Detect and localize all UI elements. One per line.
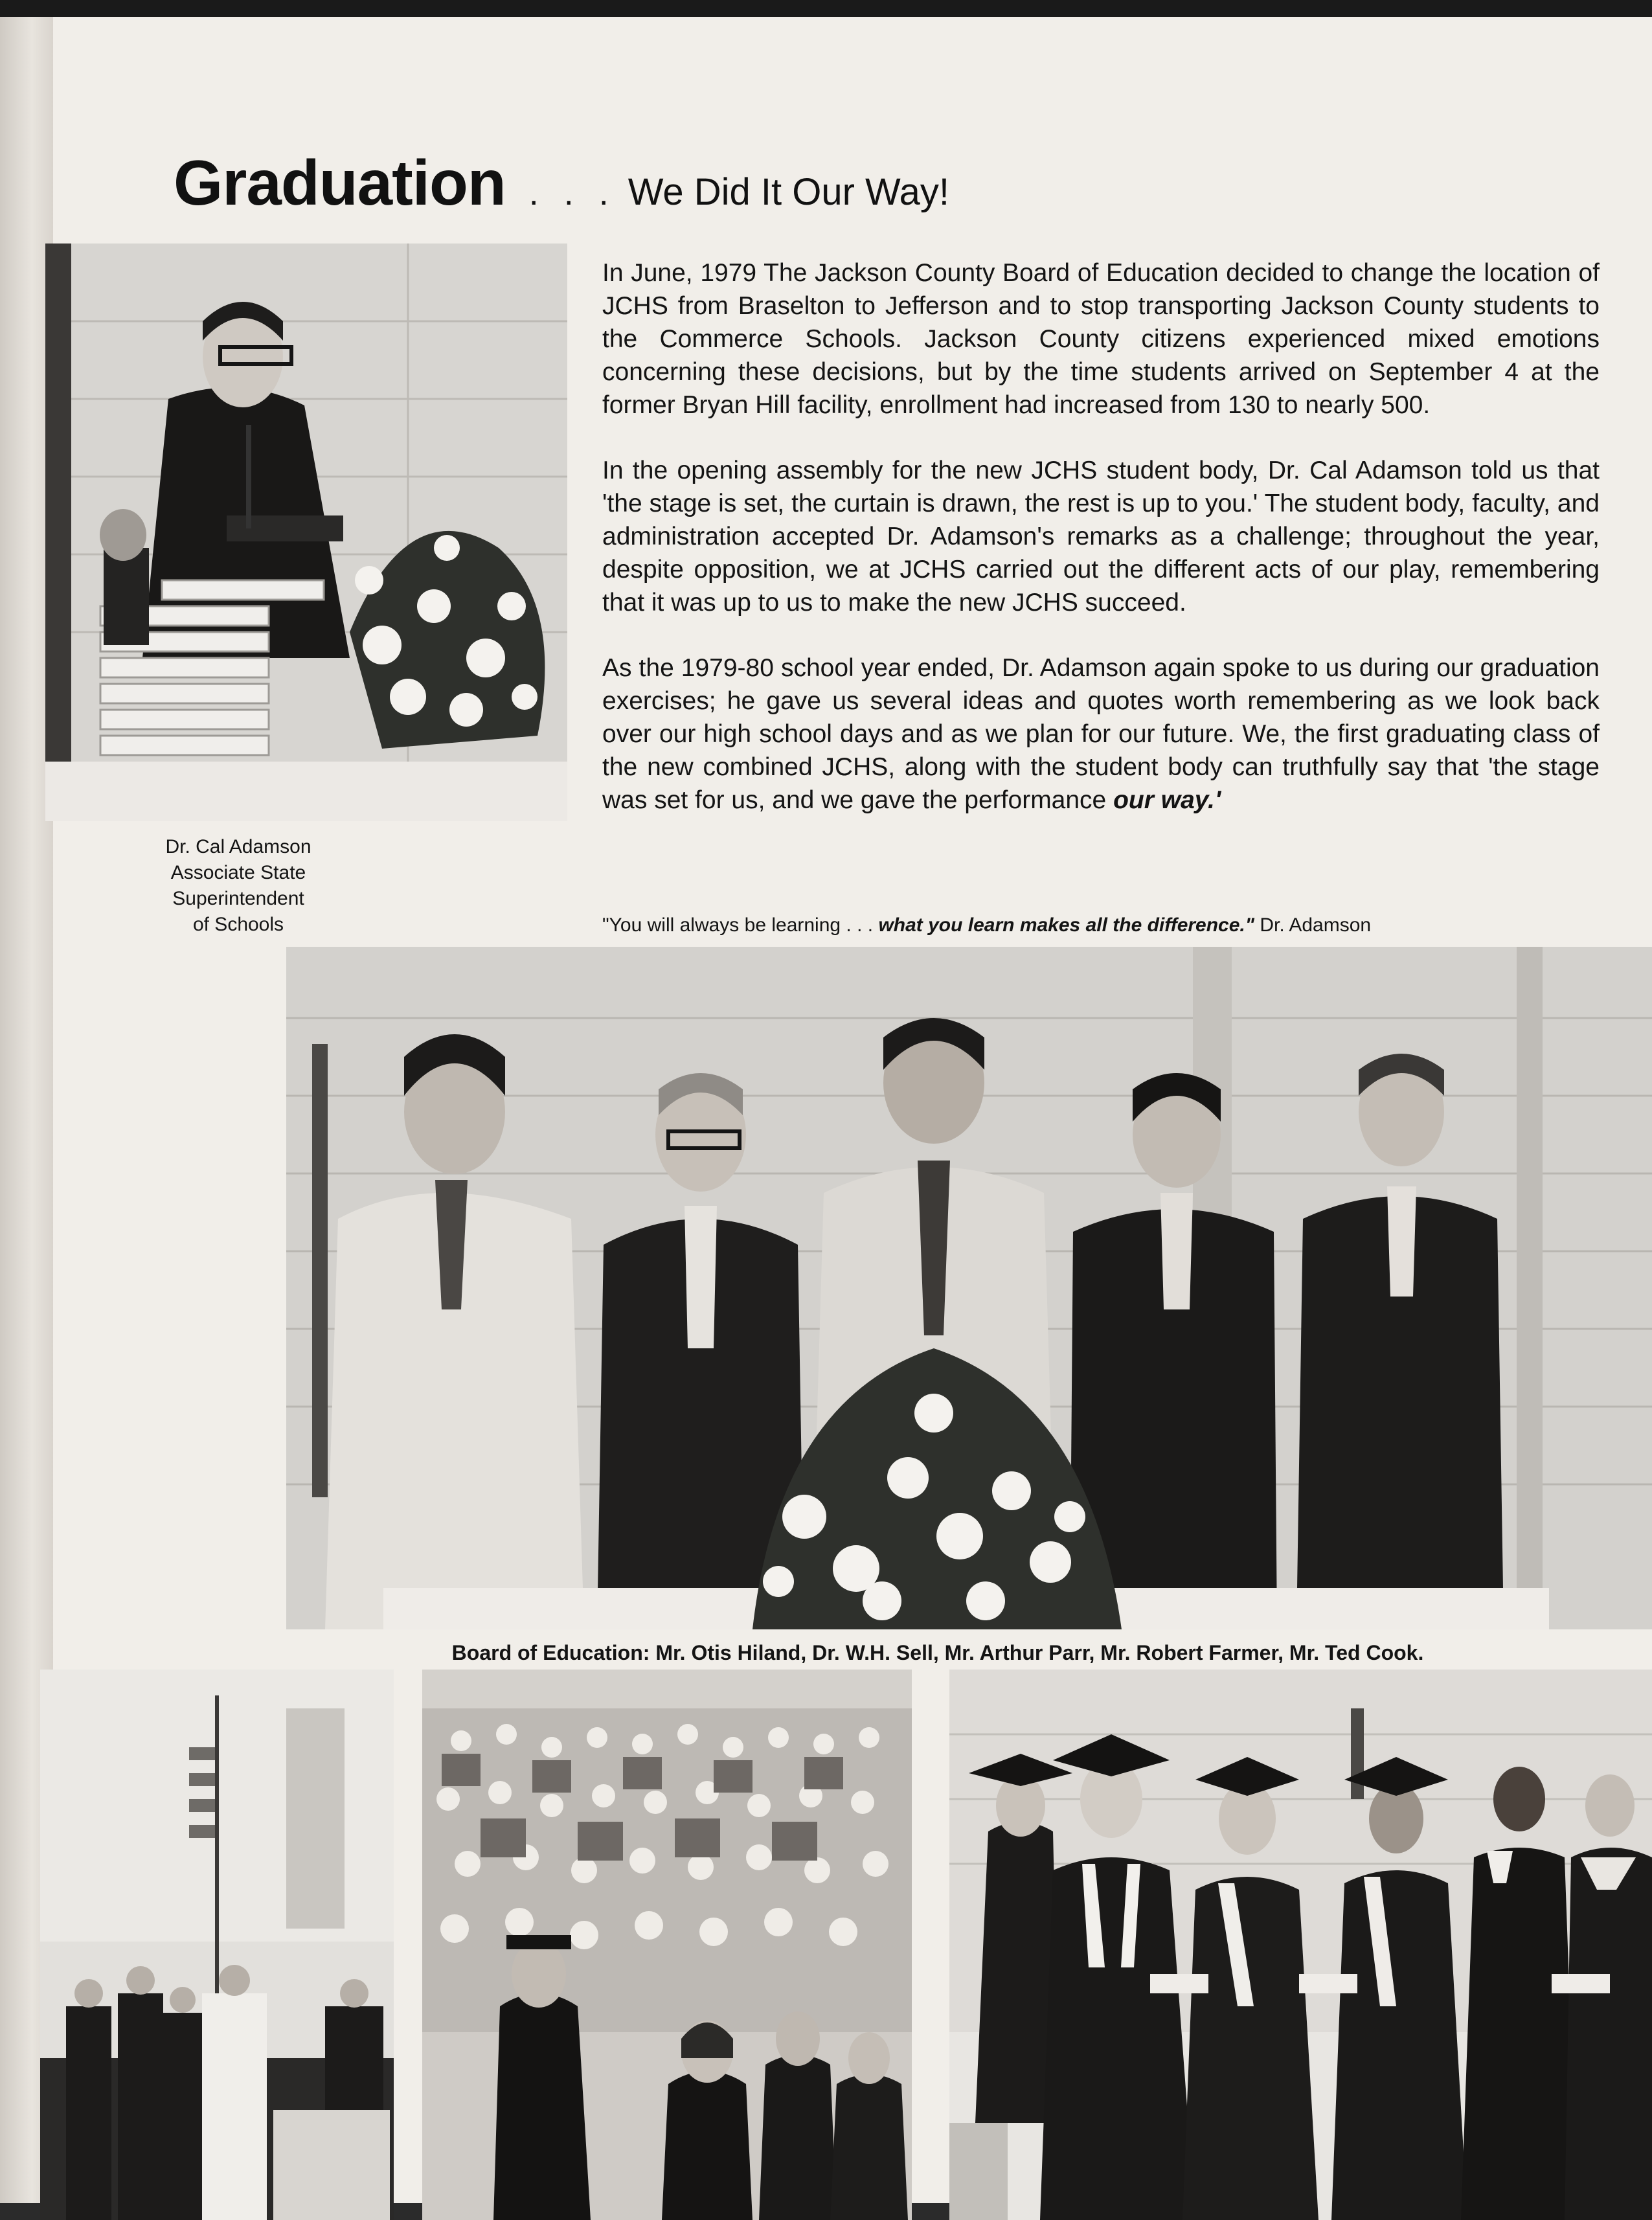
speaker-caption bbox=[107, 834, 369, 938]
page-heading bbox=[174, 146, 949, 220]
article-body bbox=[602, 256, 1600, 849]
article-paragraph-3 bbox=[602, 651, 1600, 817]
adamson-quote bbox=[602, 914, 1612, 936]
speaker-caption-name: Dr. Cal Adamson bbox=[165, 836, 311, 857]
article-paragraph-3-emphasis: our way.' bbox=[1113, 786, 1221, 814]
heading-subtitle: We Did It Our Way! bbox=[628, 171, 950, 213]
quote-attribution: Dr. Adamson bbox=[1254, 914, 1372, 936]
photo-graduates-walking bbox=[422, 1670, 912, 2220]
photo-board-of-education bbox=[286, 947, 1652, 1629]
scan-edge-top bbox=[0, 0, 1652, 17]
speaker-caption-title: Associate State Superintendent bbox=[170, 862, 306, 909]
quote-emphasis: what you learn makes all the difference." bbox=[878, 914, 1254, 936]
yearbook-page bbox=[53, 17, 1652, 2203]
photo-seated-graduates bbox=[949, 1670, 1652, 2220]
article-paragraph-3-text: As the 1979-80 school year ended, Dr. Adamson again spoke to us during our graduation exercises; he gave us several ideas and quotes worth remembering as we look back over our high school days and as we plan for our future. We, the first graduating class of the new combined JCHS, along with the student body can truthfully say that 'the stage was set for us, and we gave the performance bbox=[602, 654, 1600, 814]
board-caption: Board of Education: Mr. Otis Hiland, Dr. W.H. Sell, Mr. Arthur Parr, Mr. Robert Farmer, Mr. Ted Cook. bbox=[451, 1641, 1424, 1664]
photo-procession-flag bbox=[40, 1670, 394, 2220]
quote-open: "You will always be learning . . . bbox=[602, 914, 879, 936]
photo-speaker-podium bbox=[45, 244, 567, 821]
heading-title: Graduation bbox=[174, 147, 506, 218]
article-paragraph-2: In the opening assembly for the new JCHS student body, Dr. Cal Adamson told us that 'the stage is set, the curtain is drawn, the rest is up to you.' The student body, faculty, and administration accepted Dr. Adamson's remarks as a challenge; throughout the year, despite opposition, we at JCHS carried out the different acts of our play, remembering that it was up to us to make the new JCHS succeed. bbox=[602, 457, 1600, 617]
article-paragraph-1: In June, 1979 The Jackson County Board of Education decided to change the location of JCHS from Braselton to Jefferson and to stop transporting Jackson County students to the Commerce Schools. Jackson County citizens experienced mixed emotions concerning these decisions, but by the time students arrived on September 4 at the former Bryan Hill facility, enrollment had increased from 130 to nearly 500. bbox=[602, 259, 1600, 419]
heading-dots: . . . bbox=[528, 174, 617, 212]
speaker-caption-title-cont: of Schools bbox=[192, 914, 284, 935]
